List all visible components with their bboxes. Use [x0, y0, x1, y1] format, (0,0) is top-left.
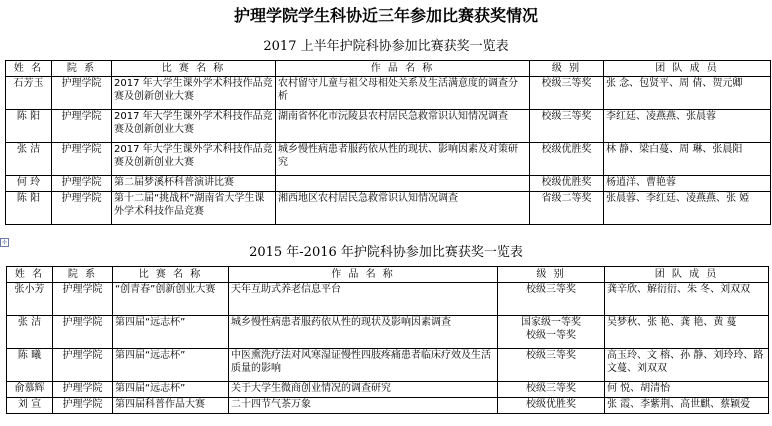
cell-department: 护理学院	[52, 143, 112, 176]
table-row	[6, 192, 771, 225]
header-team-members: 团 队 成 员	[605, 267, 769, 283]
cell-competition: 第四届科普作品大赛	[113, 398, 229, 414]
table-row	[6, 143, 771, 176]
cell-department: 护理学院	[53, 316, 113, 349]
cell-competition: 2017 年大学生课外学术科技作品竞赛及创新创业大赛	[112, 143, 276, 176]
cell-department: 护理学院	[53, 382, 113, 398]
cell-competition: 第四届“远志杯”	[113, 382, 229, 398]
cell-department: 护理学院	[52, 110, 112, 143]
cell-work-title: 关于大学生微商创业情况的调查研究	[229, 382, 498, 398]
cell-name: 张 洁	[7, 316, 53, 349]
table-anchor-icon[interactable]: ✢	[1, 239, 8, 246]
cell-name: 俞慕辉	[7, 382, 53, 398]
cell-team-members: 张晨蓉、李红廷、凌燕燕、张 婭	[604, 192, 771, 225]
cell-work-title: 湖南省怀化市沅陵县农村居民急救常识认知情况调查	[276, 110, 530, 143]
header-team-members: 团 队 成 员	[604, 61, 771, 77]
table-header-row	[7, 267, 769, 283]
table-header-row	[6, 61, 771, 77]
cell-work-title: 农村留守儿童与祖父母相处关系及生活满意度的调查分析	[276, 77, 530, 110]
table-row	[6, 77, 771, 110]
cell-work-title: 城乡慢性病患者服药依从性的现状、影响因素及对策研究	[276, 143, 530, 176]
table-row	[7, 349, 769, 382]
cell-team-members: 何 悦、胡清怡	[605, 382, 769, 398]
header-department: 院 系	[52, 61, 112, 77]
cell-team-members: 林 静、梁白蔓、周 琳、张晨阳	[604, 143, 771, 176]
cell-competition: “创青春”创新创业大赛	[113, 283, 229, 316]
cell-team-members: 张 念、包贤平、周 倩、贺元卿	[604, 77, 771, 110]
cell-team-members: 高玉玲、文 榕、孙 静、刘玲玲、路文蔓、刘双双	[605, 349, 769, 382]
cell-award-level: 校级优胜奖	[530, 176, 604, 192]
cell-award-level: 校级三等奖	[530, 77, 604, 110]
cell-award-level: 国家级一等奖 校级一等奖	[498, 316, 605, 349]
cell-work-title: 天年互助式养老信息平台	[229, 283, 498, 316]
cell-work-title: 湘西地区农村居民急救常识认知情况调查	[276, 192, 530, 225]
header-award-level: 级 别	[498, 267, 605, 283]
header-department: 院 系	[53, 267, 113, 283]
header-name: 姓 名	[7, 267, 53, 283]
header-work-title: 作 品 名 称	[276, 61, 530, 77]
cell-competition: 第二届梦溪杯科普演讲比赛	[112, 176, 276, 192]
awards-table-2017	[5, 60, 771, 225]
cell-name: 陈 阳	[6, 110, 52, 143]
document-title: 护理学院学生科协近三年参加比赛获奖情况	[233, 6, 538, 25]
table-row	[7, 382, 769, 398]
cell-name: 石芳玉	[6, 77, 52, 110]
cell-award-level: 校级三等奖	[498, 349, 605, 382]
cell-award-level: 校级三等奖	[530, 110, 604, 143]
cell-competition: 2017 年大学生课外学术科技作品竞赛及创新创业大赛	[112, 77, 276, 110]
cell-team-members: 吴梦秋、张 艳、龚 艳、黄 蔓	[605, 316, 769, 349]
cell-name: 何 玲	[6, 176, 52, 192]
cell-department: 护理学院	[53, 283, 113, 316]
cell-team-members: 张 霞、李紫荆、高世麒、蔡颖爱	[605, 398, 769, 414]
cell-department: 护理学院	[52, 192, 112, 225]
cell-name: 张小芳	[7, 283, 53, 316]
header-name: 姓 名	[6, 61, 52, 77]
cell-competition: 第四届“远志杯”	[113, 349, 229, 382]
cell-department: 护理学院	[53, 349, 113, 382]
table-row	[7, 398, 769, 414]
awards-table-2015-2016	[6, 266, 769, 414]
cell-name: 陈 阳	[6, 192, 52, 225]
cell-competition: 第十二届“挑战杯”湖南省大学生课外学术科技作品竞赛	[112, 192, 276, 225]
cell-award-level: 校级优胜奖	[498, 398, 605, 414]
cell-work-title	[276, 176, 530, 192]
cell-name: 刘 宣	[7, 398, 53, 414]
cell-competition: 第四届“远志杯”	[113, 316, 229, 349]
cell-award-level: 校级三等奖	[498, 382, 605, 398]
header-award-level: 级 别	[530, 61, 604, 77]
cell-award-level: 校级三等奖	[498, 283, 605, 316]
table-row	[6, 110, 771, 143]
header-competition: 比 赛 名 称	[112, 61, 276, 77]
cell-name: 张 洁	[6, 143, 52, 176]
cell-competition: 2017 年大学生课外学术科技作品竞赛及创新创业大赛	[112, 110, 276, 143]
cell-work-title: 城乡慢性病患者服药依从性的现状及影响因素调查	[229, 316, 498, 349]
table-row	[7, 316, 769, 349]
table-row	[6, 176, 771, 192]
cell-department: 护理学院	[52, 176, 112, 192]
table1-title: 2017 上半年护院科协参加比赛获奖一览表	[263, 39, 509, 54]
header-competition: 比 赛 名 称	[113, 267, 229, 283]
table2-title: 2015 年-2016 年护院科协参加比赛获奖一览表	[249, 245, 523, 260]
cell-team-members: 李红廷、凌燕燕、张晨蓉	[604, 110, 771, 143]
cell-award-level: 省级二等奖	[530, 192, 604, 225]
cell-department: 护理学院	[52, 77, 112, 110]
cell-work-title: 中医熏洗疗法对风寒湿证慢性四肢疼痛患者临床疗效及生活质量的影响	[229, 349, 498, 382]
header-work-title: 作 品 名 称	[229, 267, 498, 283]
cell-team-members: 龚辛欣、解衍衍、朱 冬、刘双双	[605, 283, 769, 316]
table-row	[7, 283, 769, 316]
cell-name: 陈 曦	[7, 349, 53, 382]
cell-department: 护理学院	[53, 398, 113, 414]
cell-team-members: 杨逍洋、曹艳蓉	[604, 176, 771, 192]
cell-award-level: 校级优胜奖	[530, 143, 604, 176]
cell-work-title: 二十四节气茶万象	[229, 398, 498, 414]
